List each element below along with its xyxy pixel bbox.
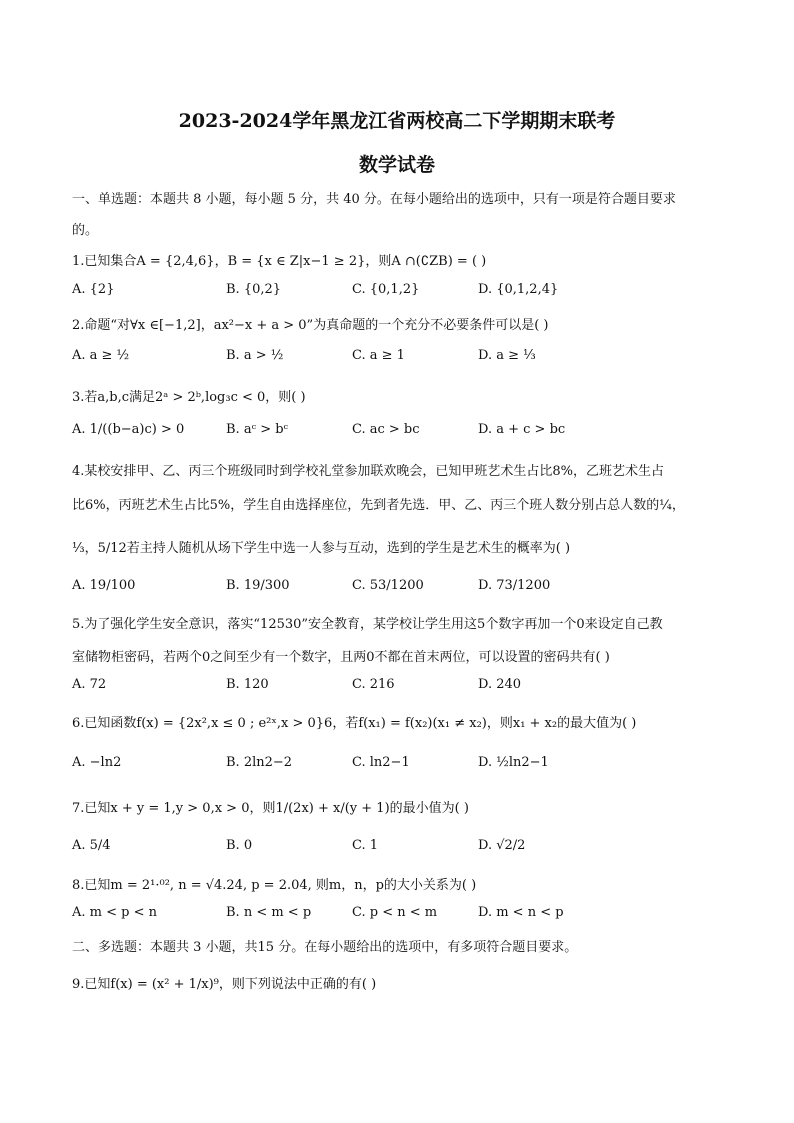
question-8-options: [72, 905, 732, 923]
option-a: A. −ln2: [72, 755, 122, 770]
option-c: C. 53/1200: [352, 578, 424, 593]
exam-title: 2023-2024学年黑龙江省两校高二下学期期末联考: [178, 110, 616, 132]
question-3-stem: 3.若a,b,c满足2ᵃ > 2ᵇ,log₃c < 0，则( ): [72, 390, 306, 405]
section2-instructions: 二、多选题：本题共 3 小题，共15 分。在每小题给出的选项中，有多项符合题目要求。: [72, 940, 578, 955]
option-a: A. m < p < n: [72, 905, 157, 920]
question-6-stem: 6.已知函数f(x) = {2x²,x ≤ 0 ; e²ˣ,x > 0}6，若f(x₁) = f(x₂)(x₁ ≠ x₂)，则x₁ + x₂的最大值为( ): [72, 716, 637, 731]
option-c: C. {0,1,2}: [352, 282, 420, 297]
question-5-stem: 5.为了强化学生安全意识，落实“12530”安全教育，某学校让学生用这5个数字再加一个0来设定自己教: [72, 617, 663, 632]
option-d: D. ½ln2−1: [478, 755, 549, 770]
question-6-options: [72, 755, 732, 773]
option-c: C. 1: [352, 838, 379, 853]
option-d: D. 73/1200: [478, 578, 551, 593]
question-5-stem-cont: 室储物柜密码，若两个0之间至少有一个数字，且两0不都在首末两位，可以设置的密码共有( ): [72, 650, 610, 665]
option-c: C. p < n < m: [352, 905, 438, 920]
option-a: A. 72: [72, 677, 107, 692]
option-d: D. 240: [478, 677, 522, 692]
exam-subtitle: 数学试卷: [358, 154, 435, 176]
option-b: B. 0: [226, 838, 253, 853]
option-c: C. 216: [352, 677, 395, 692]
option-b: B. 120: [226, 677, 269, 692]
option-d: D. {0,1,2,4}: [478, 282, 559, 297]
option-b: B. 2ln2−2: [226, 755, 293, 770]
question-3-options: [72, 422, 732, 440]
question-4-stem-cont: 比6%，丙班艺术生占比5%，学生自由选择座位，先到者先选．甲、乙、丙三个班人数分别占总人数的¼，: [72, 498, 685, 513]
option-b: B. n < m < p: [226, 905, 312, 920]
question-1-stem: 1.已知集合A = {2,4,6}，B = {x ∈ Z|x−1 ≥ 2}，则A ∩(∁ZB) = ( ): [72, 254, 487, 269]
question-1-options: [72, 282, 732, 300]
question-7-options: [72, 838, 732, 856]
option-a: A. a ≥ ½: [72, 348, 130, 363]
option-c: C. ln2−1: [352, 755, 410, 770]
question-4-stem-cont2: ⅓，5/12若主持人随机从场下学生中选一人参与互动，选到的学生是艺术生的概率为( ): [72, 541, 571, 556]
option-b: B. aᶜ > bᶜ: [226, 422, 289, 437]
question-9-stem: 9.已知f(x) = (x² + 1/x)⁹，则下列说法中正确的有( ): [72, 977, 377, 992]
option-c: C. a ≥ 1: [352, 348, 405, 363]
option-c: C. ac > bc: [352, 422, 420, 437]
question-5-options: [72, 677, 732, 695]
option-d: D. a + c > bc: [478, 422, 566, 437]
option-b: B. 19/300: [226, 578, 290, 593]
section1-instructions: 一、单选题：本题共 8 小题，每小题 5 分，共 40 分。在每小题给出的选项中，只有一项是符合题目要求: [72, 192, 676, 207]
option-a: A. 19/100: [72, 578, 136, 593]
question-4-options: [72, 578, 732, 596]
option-a: A. 1/((b−a)c) > 0: [72, 422, 185, 437]
option-a: A. 5/4: [72, 838, 111, 853]
question-2-options: [72, 348, 732, 366]
option-b: B. {0,2}: [226, 282, 282, 297]
question-4-stem: 4.某校安排甲、乙、丙三个班级同时到学校礼堂参加联欢晚会，已知甲班艺术生占比8%，乙班艺术生占: [72, 464, 665, 479]
question-7-stem: 7.已知x + y = 1,y > 0,x > 0，则1/(2x) + x/(y + 1)的最小值为( ): [72, 801, 469, 816]
option-d: D. m < n < p: [478, 905, 564, 920]
section1-instructions-cont: 的。: [72, 223, 99, 238]
question-8-stem: 8.已知m = 2¹·⁰², n = √4.24, p = 2.04, 则m，n，p的大小关系为( ): [72, 878, 477, 893]
question-2-stem: 2.命题“对∀x ∈[−1,2]，ax²−x + a > 0”为真命题的一个充分不必要条件可以是( ): [72, 318, 549, 333]
option-d: D. a ≥ ⅓: [478, 348, 536, 363]
option-b: B. a > ½: [226, 348, 284, 363]
option-a: A. {2}: [72, 282, 115, 297]
option-d: D. √2/2: [478, 838, 526, 853]
